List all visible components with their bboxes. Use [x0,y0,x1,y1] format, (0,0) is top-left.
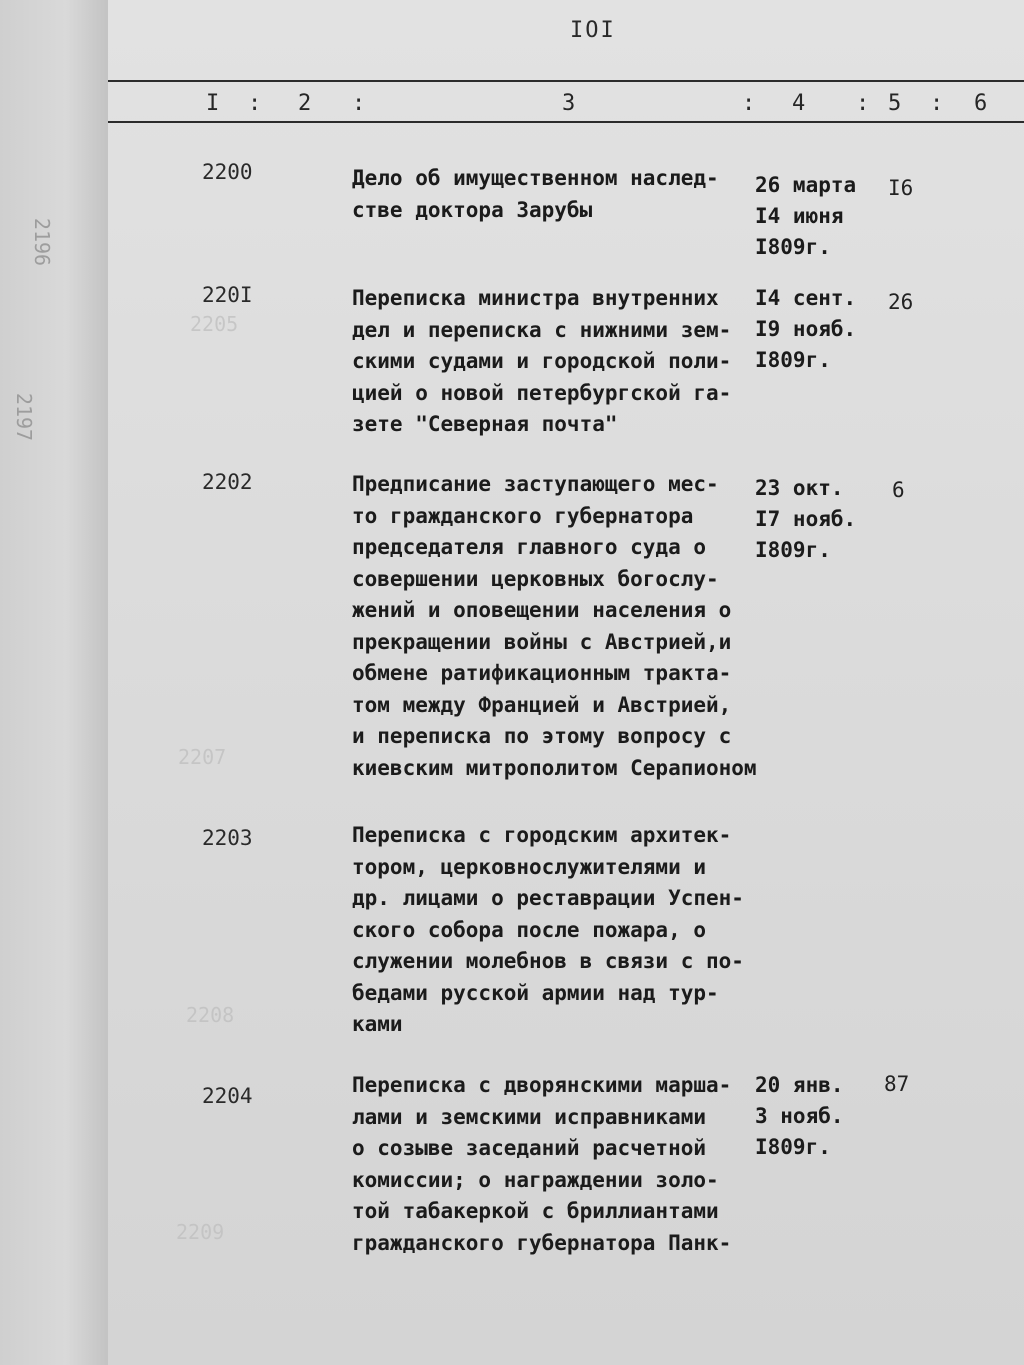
record-date-line: 26 марта [755,173,857,197]
record-dates [755,1070,844,1163]
record-title-line: той табакеркой с бриллиантами [352,1199,719,1223]
column-number-2: 2 [298,91,312,116]
bleed-through-mark: 2209 [176,1220,225,1244]
record-title-line: и переписка по этому вопросу с [352,724,732,748]
record-title-line: лами и земскими исправниками [352,1104,707,1129]
record-title-line: стве доктора Зарубы [352,197,593,222]
record-date-line: 23 окт. [755,476,844,500]
header-top-rule [108,80,1024,82]
record-date-line: I7 нояб. [755,507,857,531]
header-bottom-rule [108,121,1024,123]
record-title-line: жений и оповещении населения о [352,598,732,622]
record-number: 2202 [202,470,253,494]
record-title-line: том между Францией и Австрией, [352,692,732,717]
record-date-line: I809г. [755,235,831,259]
record-title [352,469,782,784]
record-title-line: Переписка с городским архитек- [352,823,732,847]
record-date-line: I4 сент. [755,286,857,310]
record-title-line: Переписка министра внутренних [352,286,719,310]
bleed-through-mark: 2196 [30,217,55,267]
record-dates [755,473,856,566]
record-sheet-count: 87 [884,1072,910,1096]
record-date-line: I809г. [755,538,831,562]
column-separator: : [352,91,366,116]
record-title-line: совершении церковных богослу- [352,566,719,591]
record-dates [755,283,856,376]
record-title-line: комиссии; о награждении золо- [352,1167,719,1192]
record-title-line: зете "Северная почта" [352,412,618,436]
record-number: 220I [202,283,253,307]
record-title-line: ского собора после пожара, о [352,917,707,942]
bleed-through-mark: 2208 [186,1003,235,1027]
record-title [352,1070,782,1259]
underlying-page-edge [0,0,112,1365]
column-separator: : [742,91,756,116]
record-date-line: I9 нояб. [755,317,857,341]
column-number-3: 3 [562,91,576,116]
record-number: 2200 [202,160,253,184]
bleed-through-mark: 2207 [178,745,227,769]
record-title-line: прекращении войны с Австрией,и [352,629,732,654]
record-date-line: 20 янв. [755,1073,844,1097]
column-separator: : [856,91,870,116]
record-title-line: скими судами и городской поли- [352,349,732,373]
record-title [352,163,782,226]
column-number-4: 4 [792,91,806,116]
record-title-line: др. лицами о реставрации Успен- [352,886,744,910]
column-number-5: 5 [888,91,902,116]
column-number-1: I [206,91,220,116]
column-separator: : [930,91,944,116]
record-title-line: гражданского губернатора Панк- [352,1230,732,1255]
record-date-line: I4 июня [755,204,844,228]
record-title-line: председателя главного суда о [352,535,707,559]
record-title-line: дел и переписка с нижними зем- [352,317,732,342]
record-title-line: ками [352,1012,403,1036]
record-title-line: Дело об имущественном наслед- [352,166,719,190]
record-date-line: 3 нояб. [755,1104,844,1128]
record-title-line: киевским митрополитом Серапионом [352,755,757,780]
record-number: 2203 [202,826,253,850]
record-title-line: о созыве заседаний расчетной [352,1136,707,1160]
bleed-through-mark: 2205 [190,312,239,336]
record-title-line: Переписка с дворянскими марша- [352,1073,732,1097]
bleed-through-mark: 2197 [12,392,37,442]
record-date-line: I809г. [755,348,831,372]
record-title-line: тором, церковнослужителями и [352,854,707,879]
record-title [352,820,782,1041]
record-title-line: обмене ратификационным тракта- [352,661,732,685]
column-number-6: 6 [974,91,988,116]
record-sheet-count: 26 [888,290,914,314]
record-sheet-count: I6 [888,176,914,200]
record-dates [755,170,856,263]
record-title-line: служении молебнов в связи с по- [352,949,744,973]
column-separator: : [248,91,262,116]
record-sheet-count: 6 [892,478,905,502]
record-number: 2204 [202,1084,253,1108]
page-number: IOI [570,18,616,43]
record-title-line: цией о новой петербургской га- [352,380,732,405]
record-title-line: бедами русской армии над тур- [352,980,719,1005]
record-date-line: I809г. [755,1135,831,1159]
record-title [352,283,782,441]
record-title-line: Предписание заступающего мес- [352,472,719,496]
record-title-line: то гражданского губернатора [352,503,694,528]
